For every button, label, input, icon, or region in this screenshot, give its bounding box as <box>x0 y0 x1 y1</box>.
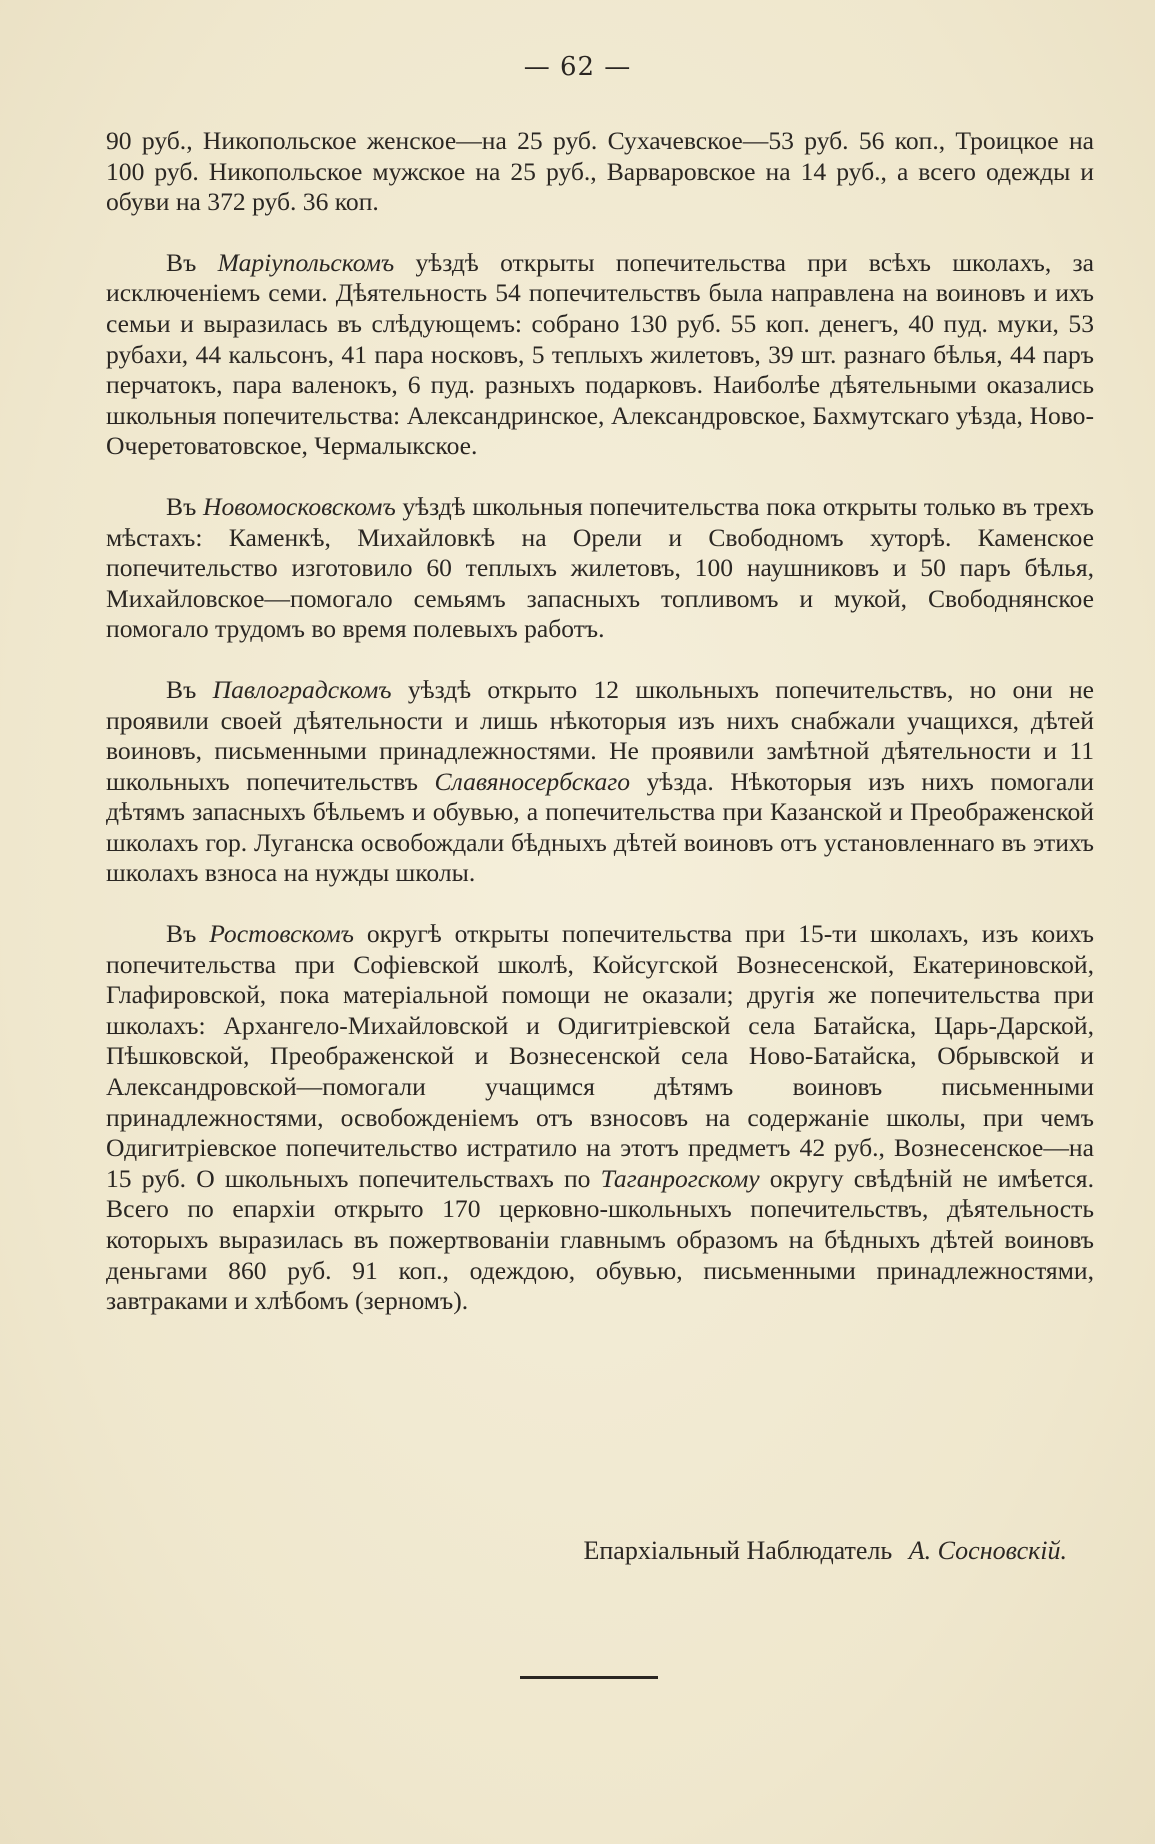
paragraph-novomoskovsk <box>106 492 1094 645</box>
paragraph-lead: Въ <box>166 491 197 521</box>
paragraph-lead: Въ <box>166 674 197 704</box>
district-name: Павлоградскомъ <box>212 674 392 704</box>
district-name: Новомосковскомъ <box>203 491 396 521</box>
signature <box>584 1536 1067 1566</box>
paragraph-text: уѣзда. Нѣкоторыя изъ нихъ помогали дѣтямъ запасныхъ бѣльемъ и обувью, а попечительства при Казанской и Преображенской школахъ гор. Луганска освобождали бѣдныхъ дѣтей воиновъ отъ установленнаго въ этихъ школахъ взноса на нужды школы. <box>106 766 1095 888</box>
closing-rule <box>520 1676 658 1679</box>
paragraph-pavlograd <box>106 675 1094 889</box>
paragraph-lead: Въ <box>166 919 197 949</box>
district-name: Ростовскомъ <box>209 919 354 949</box>
district-name: Маріупольскомъ <box>217 247 395 277</box>
paragraph-lead: Въ <box>166 247 197 277</box>
body-text <box>106 126 1094 1347</box>
signature-name: А. Сосновскій. <box>908 1536 1067 1565</box>
district-name: Таганрогскому <box>600 1163 760 1193</box>
signature-title: Епархіальный Наблюдатель <box>583 1536 893 1565</box>
paragraph-mariupol <box>106 248 1094 462</box>
paragraph-text: 90 руб., Никопольское женское—на 25 руб. Сухачевское—53 руб. 56 коп., Троицкое на 100 руб. Никопольское мужское на 25 руб., Варваровское на 14 руб., а всего одежды и обуви на 372 руб. 36 коп. <box>106 126 1094 217</box>
paragraph-text: уѣздѣ открыты попечительства при всѣхъ школахъ, за исключеніемъ семи. Дѣятельность 54 попечительствъ была направлена на воиновъ и ихъ семьи и выразилась въ слѣдующемъ: собрано 130 руб. 55 коп. денегъ, 40 пуд. муки, 53 рубахи, 44 кальсонъ, 41 пара носковъ, 5 теплыхъ жилетовъ, 39 шт. разнаго бѣлья, 44 паръ перчатокъ, пара валенокъ, 6 пуд. разныхъ подарковъ. Наиболѣе дѣятельными оказались школьныя попечительства: Александринское, Александровское, Бахмутскаго уѣзда, Ново-Очеретоватовское, Чермалыкское. <box>106 247 1094 461</box>
district-name: Славяносербскаго <box>434 766 631 796</box>
paragraph-text: округѣ открыты попечительства при 15-ти школахъ, изъ коихъ попечительства при Софіевской школѣ, Койсугской Вознесенской, Екатериновской, Глафировской, пока матеріальной помощи не оказали; другія же попечительства при школахъ: Архангело-Михайловской и Одигитріевской села Батайска, Царь-Дарской, Пѣшковской, Преображенской и Вознесенской села Ново-Батайска, Обрывской и Александровской—помогали учащимся дѣтямъ воиновъ письменными принадлежностями, освобожденіемъ отъ взносовъ на содержаніе школы, при чемъ Одигитріевское попечительство истратило на этотъ предметъ 42 руб., Вознесенское—на 15 руб. О школьныхъ попечительствахъ по <box>106 919 1094 1193</box>
paragraph-text: округу свѣдѣній не имѣется. Всего по епархіи открыто 170 церковно-школьныхъ попечительствъ, дѣятельность которыхъ выразилась въ пожертвованіи главнымъ образомъ на бѣдныхъ дѣтей воиновъ деньгами 860 руб. 91 коп., одеждою, обувью, письменными принадлежностями, завтраками и хлѣбомъ (зерномъ). <box>106 1163 1094 1316</box>
paragraph-text: уѣздѣ открыто 12 школьныхъ попечительствъ, но они не проявили своей дѣятельности и лишь нѣкоторыя изъ нихъ снабжали учащихся, дѣтей воиновъ, письменными принадлежностями. Не проявили замѣтной дѣятельности и 11 школьныхъ попечительствъ <box>106 674 1094 796</box>
paragraph-continuation <box>106 126 1094 218</box>
paragraph-rostov <box>106 919 1094 1317</box>
page-number: — 62 — <box>523 52 632 82</box>
paragraph-text: уѣздѣ школьныя попечительства пока открыты только въ трехъ мѣстахъ: Каменкѣ, Михайловкѣ на Орели и Свободномъ хуторѣ. Каменское попечительство изготовило 60 теплыхъ жилетовъ, 100 наушниковъ и 50 паръ бѣлья, Михайловское—помогало семьямъ запасныхъ топливомъ и мукой, Свободнянское помогало трудомъ во время полевыхъ работъ. <box>106 491 1095 644</box>
